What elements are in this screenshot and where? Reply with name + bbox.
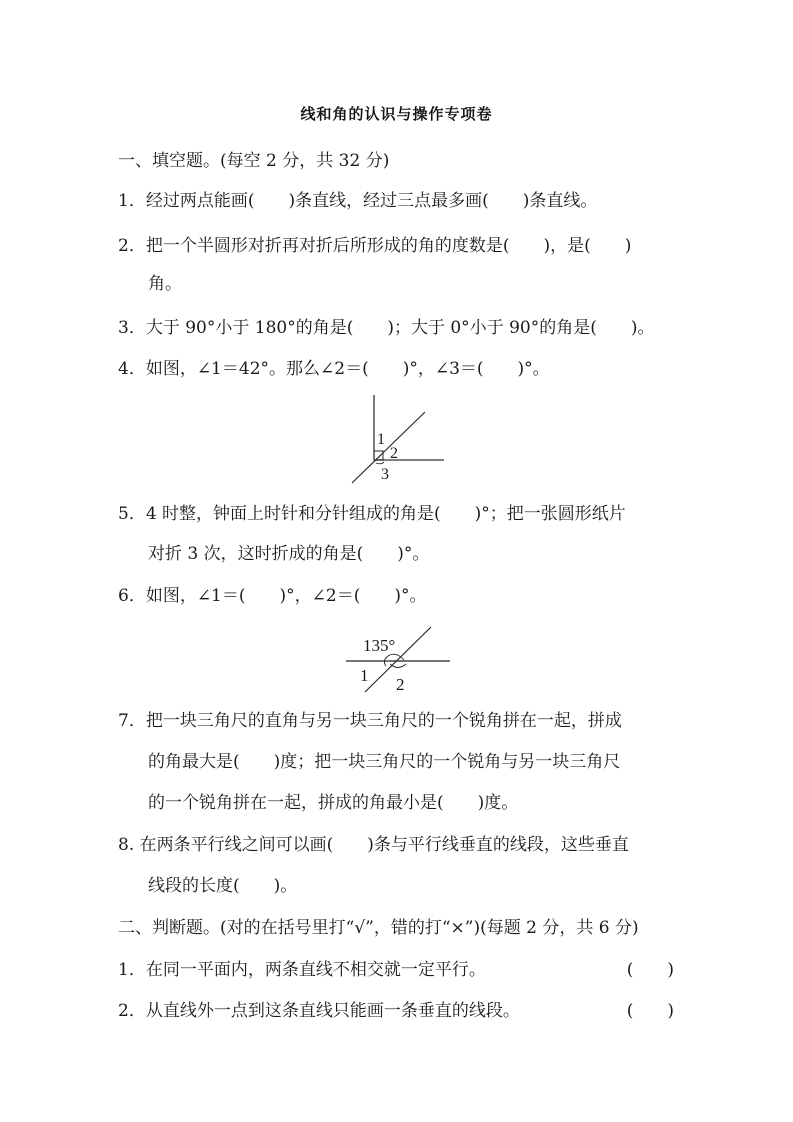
- figure-2-angle-label: 135°: [363, 636, 396, 655]
- question-5-line-1: 5．4 时整，钟面上时针和分针组成的角是( )°；把一张圆形纸片: [118, 504, 626, 524]
- figure-2-label-1: 1: [360, 666, 369, 685]
- figure-1-label-1: 1: [377, 431, 385, 448]
- question-2-line-2: 角。: [148, 274, 182, 294]
- judgment-question-1: [118, 959, 674, 981]
- question-4-line-1: 4．如图，∠1＝42°。那么∠2＝( )°，∠3＝( )°。: [118, 359, 550, 379]
- judgment-question-2-answer-box[interactable]: ( ): [626, 1001, 674, 1021]
- question-7-line-2: 的角最大是( )度；把一块三角尺的一个锐角与另一块三角尺: [148, 752, 621, 772]
- section-2-heading: 二、判断题。(对的在括号里打“√”，错的打“×”)(每题 2 分，共 6 分): [118, 918, 639, 938]
- judgment-question-2: [118, 1000, 674, 1022]
- figure-1-label-2: 2: [390, 445, 398, 462]
- figure-1-label-3: 3: [381, 466, 389, 483]
- question-5-line-2: 对折 3 次，这时折成的角是( )°。: [148, 544, 430, 564]
- question-7-line-1: 7．把一块三角尺的直角与另一块三角尺的一个锐角拼在一起，拼成: [118, 711, 622, 731]
- question-1-line-1: 1．经过两点能画( )条直线，经过三点最多画( )条直线。: [118, 191, 598, 211]
- question-8-line-2: 线段的长度( )。: [148, 876, 298, 896]
- judgment-question-2-text: 2．从直线外一点到这条直线只能画一条垂直的线段。: [118, 1001, 520, 1021]
- question-6-line-1: 6．如图，∠1＝( )°，∠2＝( )°。: [118, 586, 427, 606]
- page-title: 线和角的认识与操作专项卷: [300, 105, 493, 123]
- figure-2-angle-diagram: [340, 622, 460, 697]
- figure-1-angle-diagram: [340, 390, 455, 490]
- judgment-question-1-text: 1．在同一平面内，两条直线不相交就一定平行。: [118, 960, 486, 980]
- section-1-heading: 一、填空题。(每空 2 分，共 32 分): [118, 151, 390, 171]
- figure-2-label-2: 2: [396, 675, 405, 694]
- question-7-line-3: 的一个锐角拼在一起，拼成的角最小是( )度。: [148, 793, 519, 813]
- question-8-line-1: 8. 在两条平行线之间可以画( )条与平行线垂直的线段，这些垂直: [118, 835, 629, 855]
- judgment-question-1-answer-box[interactable]: ( ): [626, 960, 674, 980]
- question-2-line-1: 2．把一个半圆形对折再对折后所形成的角的度数是( )，是( ): [118, 236, 632, 256]
- question-3-line-1: 3．大于 90°小于 180°的角是( )；大于 0°小于 90°的角是( )。: [118, 318, 655, 338]
